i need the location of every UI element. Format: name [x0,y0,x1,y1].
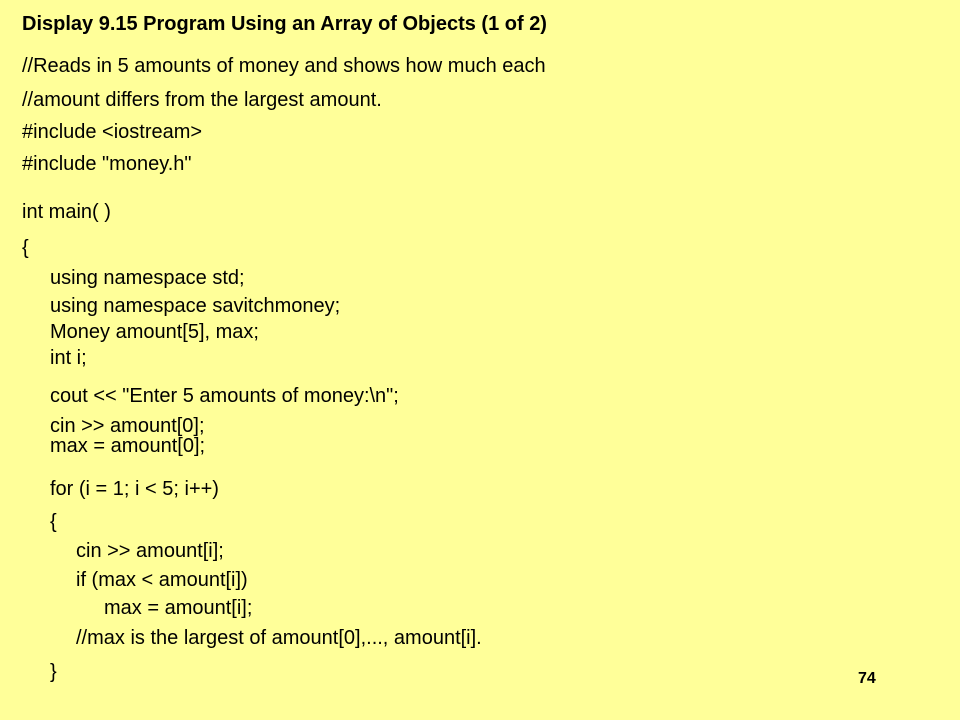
code-for-close-brace: } [50,661,57,683]
code-using-std: using namespace std; [50,267,245,289]
code-for-loop: for (i = 1; i < 5; i++) [50,478,219,500]
code-if-condition: if (max < amount[i]) [76,569,248,591]
code-main-open-brace: { [22,237,29,259]
code-comment-line-2: //amount differs from the largest amount. [22,89,382,111]
code-max-assignment: max = amount[i]; [104,597,253,619]
code-money-declaration: Money amount[5], max; [50,321,259,343]
code-cin-first-amount: cin >> amount[0]; [50,415,205,437]
code-cin-amount-i: cin >> amount[i]; [76,540,224,562]
code-cout-prompt: cout << "Enter 5 amounts of money:\n"; [50,385,399,407]
code-comment-line-1: //Reads in 5 amounts of money and shows how much each [22,55,546,77]
code-max-init: max = amount[0]; [50,435,206,457]
code-include-iostream: #include <iostream> [22,121,203,143]
code-loop-comment: //max is the largest of amount[0],..., amount[i]. [76,627,482,649]
slide-title: Display 9.15 Program Using an Array of Objects (1 of 2) [22,13,547,35]
code-for-open-brace: { [50,511,57,533]
page-number: 74 [858,670,876,687]
code-include-money: #include "money.h" [22,153,192,175]
code-main-signature: int main( ) [22,201,111,223]
code-using-savitchmoney: using namespace savitchmoney; [50,295,341,317]
code-int-declaration: int i; [50,347,87,369]
